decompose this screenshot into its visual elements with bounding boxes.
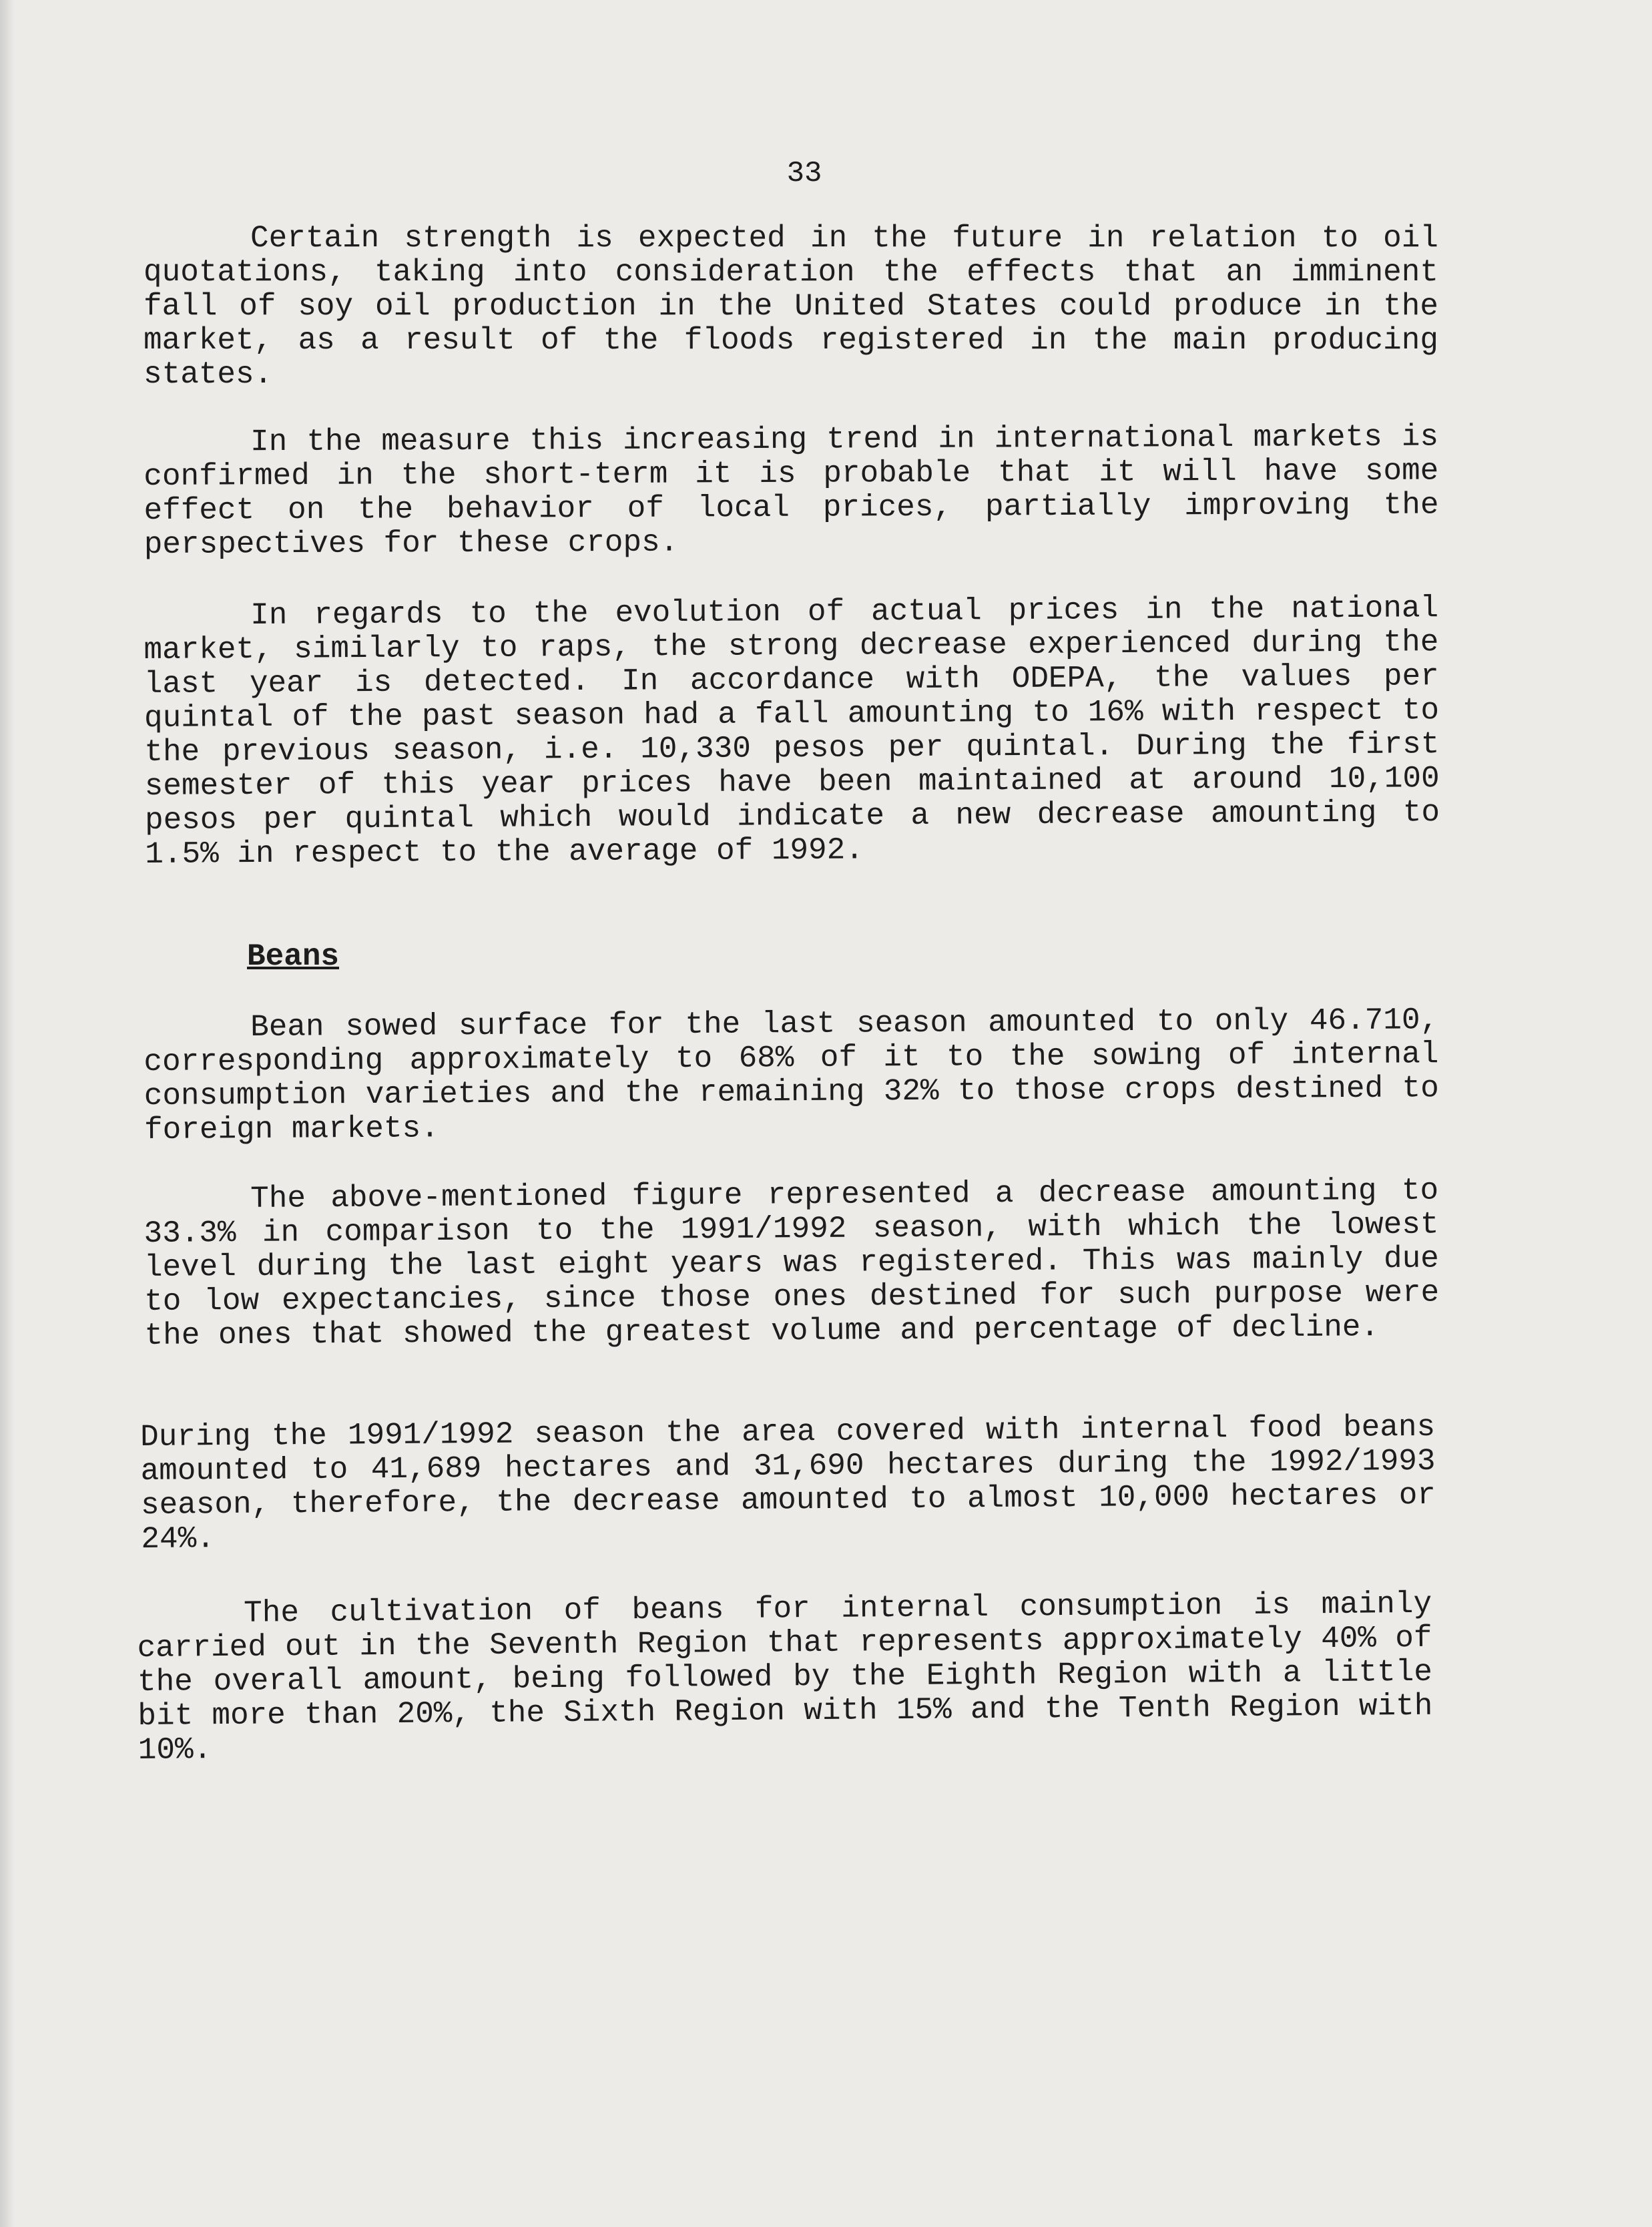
paragraph-text: During the 1991/1992 season the area covered with internal food beans amounted to 41,689 hectares and 31,690 hectares during the 1992/1993 season, therefore, the decrease amounted to almost 10,000 hectares or 24%. [140,1409,1436,1557]
page-number: 33 [786,157,822,190]
paragraph-actual-prices [144,591,1440,872]
paragraph-text: Bean sowed surface for the last season amounted to only 46.710, corresponding approximately to 68% of it to the sowing of internal consumption varieties and the remaining 32% to those crops destined to foreign markets. [144,1003,1439,1148]
paragraph-text: In the measure this increasing trend in international markets is confirmed in the short-term it is probable that it will have some effect on the behavior of local prices, partially improving the perspectives for these crops. [144,419,1439,562]
paragraph-area-covered [140,1411,1436,1557]
paragraph-text: Certain strength is expected in the future in relation to oil quotations, taking into consideration the effects that an imminent fall of soy oil production in the United States could produce in the market, as a result of the floods registered in the main producing states. [144,221,1438,392]
section-heading-beans [144,940,1438,974]
heading-text: Beans [247,939,340,974]
paragraph-decrease-figure [144,1174,1440,1353]
paragraph-bean-sowed-surface [144,1003,1439,1148]
paragraph-international-trend [144,421,1439,562]
page-edge-shadow [0,0,15,2227]
paragraph-oil-quotations [144,222,1438,392]
paragraph-text: The cultivation of beans for internal consumption is mainly carried out in the Seventh Region that represents approximately 40% of the overall amount, being followed by the Eighth Region with a little bit more than 20%, the Sixth Region with 15% and the Tenth Region with 10%. [137,1586,1433,1768]
paragraph-text: In regards to the evolution of actual prices in the national market, similarly to raps, the strong decrease experienced during the last year is detected. In accordance with ODEPA, the values per quintal of the past season had a fall amounting to 16% with respect to the previous season, i.e. 10,330 pesos per quintal. During the first semester of this year prices have been maintained at around 10,100 pesos per quintal which would indicate a new decrease amounting to 1.5% in respect to the average of 1992. [144,591,1440,872]
paragraph-regional-cultivation [137,1587,1433,1768]
paragraph-text: The above-mentioned figure represented a decrease amounting to 33.3% in comparison to the 1991/1992 season, with which the lowest level during the last eight years was registered. This was mainly due to low expectancies, since those ones destined for such purpose were the ones that showed the greatest volume and percentage of decline. [144,1173,1440,1353]
